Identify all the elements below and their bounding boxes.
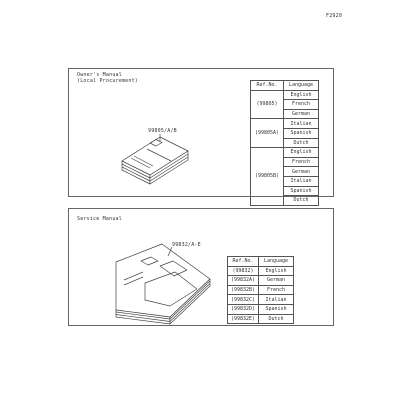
- ref-cell: (99832A): [228, 276, 259, 286]
- language-cell: Dutch: [259, 314, 294, 324]
- page-code: F2920: [326, 13, 343, 19]
- language-header: Language: [284, 81, 319, 91]
- language-cell: French: [284, 157, 319, 167]
- language-cell: Spanish: [284, 186, 319, 196]
- language-cell: German: [259, 276, 294, 286]
- ref-cell: (99832): [228, 266, 259, 276]
- language-cell: Dutch: [284, 138, 319, 148]
- ref-header: Ref.No.: [251, 81, 284, 91]
- language-cell: German: [284, 109, 319, 119]
- service-manual-part-label: 99832/A-E: [172, 242, 201, 248]
- ref-cell: (99832B): [228, 285, 259, 295]
- language-cell: Italian: [259, 295, 294, 305]
- owners-manual-subtitle: (Local Procurement): [77, 78, 138, 84]
- ref-cell: (99832E): [228, 314, 259, 324]
- ref-cell: (99805A): [251, 119, 284, 148]
- language-cell: Spanish: [284, 128, 319, 138]
- language-cell: German: [284, 167, 319, 177]
- language-header: Language: [259, 257, 294, 267]
- language-cell: English: [284, 148, 319, 158]
- language-cell: Dutch: [284, 196, 319, 206]
- service-manual-title: Service Manual: [77, 216, 122, 222]
- ref-cell: (99832D): [228, 304, 259, 314]
- ref-cell: (99805B): [251, 148, 284, 206]
- language-cell: English: [284, 90, 319, 100]
- owners-manual-part-label: 99805/A/B: [148, 128, 177, 134]
- service-manual-book-illustration: [116, 244, 210, 324]
- language-cell: Italian: [284, 119, 319, 129]
- language-cell: Spanish: [259, 304, 294, 314]
- language-cell: English: [259, 266, 294, 276]
- ref-cell: (99832C): [228, 295, 259, 305]
- ref-cell: (99805): [251, 90, 284, 119]
- owners-manual-book-illustration: [122, 134, 188, 184]
- ref-header: Ref.No.: [228, 257, 259, 267]
- owners-manual-title: Owner's Manual: [77, 72, 122, 78]
- language-cell: French: [259, 285, 294, 295]
- language-cell: French: [284, 100, 319, 110]
- language-cell: Italian: [284, 176, 319, 186]
